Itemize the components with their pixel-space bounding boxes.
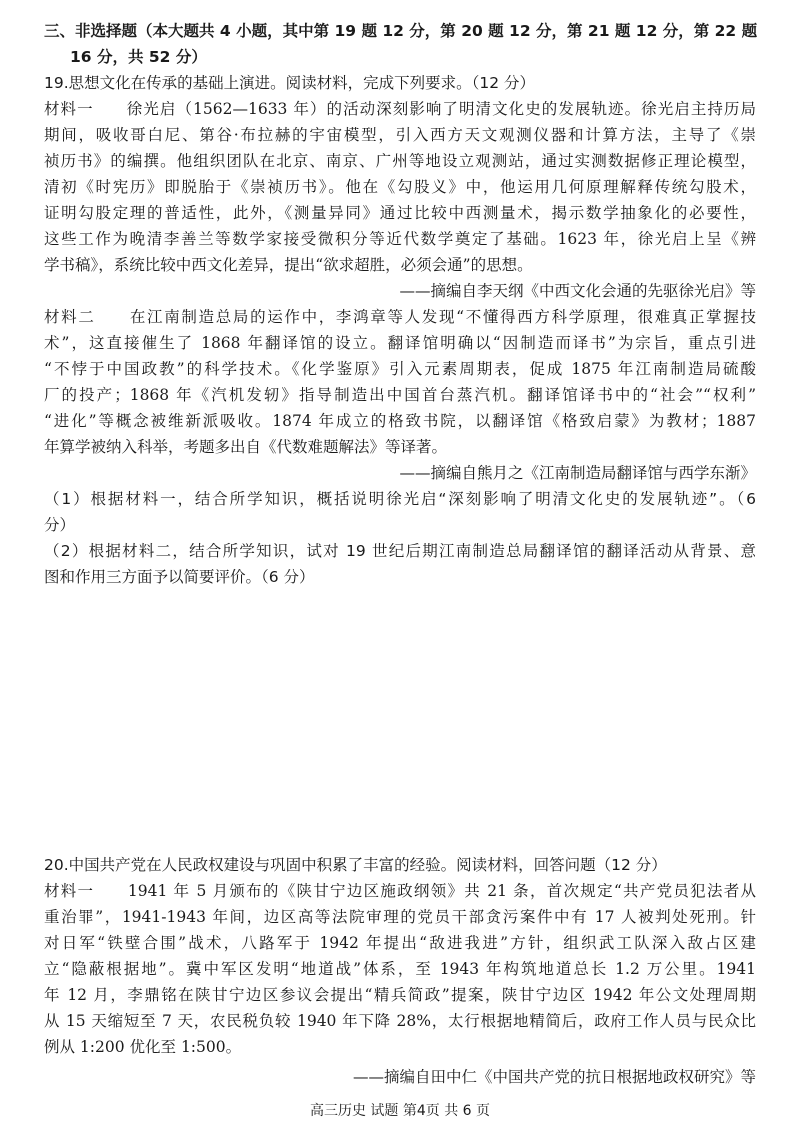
q19-material1-line: 祯历书》的编撰。他组织团队在北京、南京、广州等地设立观测站，通过实测数据修正理论模型，: [44, 152, 756, 170]
q19-material1-line: 证明勾股定理的普适性，此外，《测量异同》通过比较中西测量术，揭示数学抽象化的必要性，: [44, 204, 756, 222]
question-19-stem: 19.思想文化在传承的基础上演进。阅读材料，完成下列要求。（12 分）: [44, 74, 536, 92]
q20-material1-line: 从 15 天缩短至 7 天，农民税负较 1940 年下降 28%，太行根据地精简后，政府工作人员与民众比: [44, 1012, 756, 1030]
q19-material2-line: 材料二 在江南制造总局的运作中，李鸿章等人发现“不懂得西方科学原理，很难真正掌握技: [44, 308, 756, 326]
q19-subquestion-2: （2）根据材料二，结合所学知识，试对 19 世纪后期江南制造总局翻译馆的翻译活动从背景、意: [44, 542, 756, 560]
q19-material1-line: 学书稿》，系统比较中西文化差异，提出“欲求超胜，必须会通”的思想。: [44, 256, 533, 274]
q20-material1-line: 重治罪”，1941-1943 年间，边区高等法院审理的党员干部贪污案件中有 17 人被判处死刑。针: [44, 908, 756, 926]
answer-space: [44, 592, 756, 847]
section-header-line-2: 16 分，共 52 分）: [70, 48, 207, 66]
q19-material2-line: “进化”等概念被维新派吸收。1874 年成立的格致书院，以翻译馆《格致启蒙》为教材；1887: [44, 412, 756, 430]
q20-material1-line: 立“隐蔽根据地”。冀中军区发明“地道战”体系，至 1943 年构筑地道总长 1.2 万公里。1941: [44, 960, 756, 978]
q19-material2-line: 术”，这直接催生了 1868 年翻译馆的设立。翻译馆明确以“因制造而译书”为宗旨，重点引进: [44, 334, 756, 352]
q19-material2-line: “不悖于中国政教”的科学技术。《化学鉴原》引入元素周期表，促成 1875 年江南制造局硫酸: [44, 360, 756, 378]
q19-subquestion-1-cont: 分）: [44, 516, 76, 534]
q20-material1-line: 材料一 1941 年 5 月颁布的《陕甘宁边区施政纲领》共 21 条，首次规定“共产党员犯法者从: [44, 882, 756, 900]
q19-material1-line: 清初《时宪历》即脱胎于《崇祯历书》。他在《勾股义》中，他运用几何原理解释传统勾股术，: [44, 178, 756, 196]
q19-material2-line: 年算学被纳入科举，考题多出自《代数难题解法》等译著。: [44, 438, 448, 456]
q20-material1-source: ——摘编自田中仁《中国共产党的抗日根据地政权研究》等: [352, 1068, 756, 1086]
q19-material1-line: 期间，吸收哥白尼、第谷·布拉赫的宇宙模型，引入西方天文观测仪器和计算方法，主导了《崇: [44, 126, 756, 144]
q19-material2-source: ——摘编自熊月之《江南制造局翻译馆与西学东渐》: [399, 464, 756, 482]
q19-subquestion-1: （1）根据材料一，结合所学知识，概括说明徐光启“深刻影响了明清文化史的发展轨迹”。（6: [44, 490, 756, 508]
q20-material1-line: 对日军“铁壁合围”战术，八路军于 1942 年提出“敌进我进”方针，组织武工队深入敌占区建: [44, 934, 756, 952]
q19-material1-line: 材料一 徐光启（1562—1633 年）的活动深刻影响了明清文化史的发展轨迹。徐光启主持历局: [44, 100, 756, 118]
page-footer: 高三历史 试题 第4页 共 6 页: [309, 1103, 491, 1119]
q19-subquestion-2-cont: 图和作用三方面予以简要评价。（6 分）: [44, 568, 315, 586]
q20-material1-line: 年 12 月，李鼎铭在陕甘宁边区参议会提出“精兵简政”提案，陕甘宁边区 1942 年公文处理周期: [44, 986, 756, 1004]
q19-material2-line: 厂的投产；1868 年《汽机发轫》指导制造出中国首台蒸汽机。翻译馆译书中的“社会”“权利”: [44, 386, 756, 404]
q20-material1-line: 例从 1:200 优化至 1:500。: [44, 1038, 242, 1056]
q19-material1-line: 这些工作为晚清李善兰等数学家接受微积分等近代数学奠定了基础。1623 年，徐光启上呈《辨: [44, 230, 756, 248]
q19-material1-source: ——摘编自李天纲《中西文化会通的先驱徐光启》等: [399, 282, 756, 300]
section-header-line-1: 三、非选择题（本大题共 4 小题，其中第 19 题 12 分，第 20 题 12 分，第 21 题 12 分，第 22 题: [44, 22, 758, 40]
question-20-stem: 20.中国共产党在人民政权建设与巩固中积累了丰富的经验。阅读材料，回答问题（12 分）: [44, 856, 667, 874]
